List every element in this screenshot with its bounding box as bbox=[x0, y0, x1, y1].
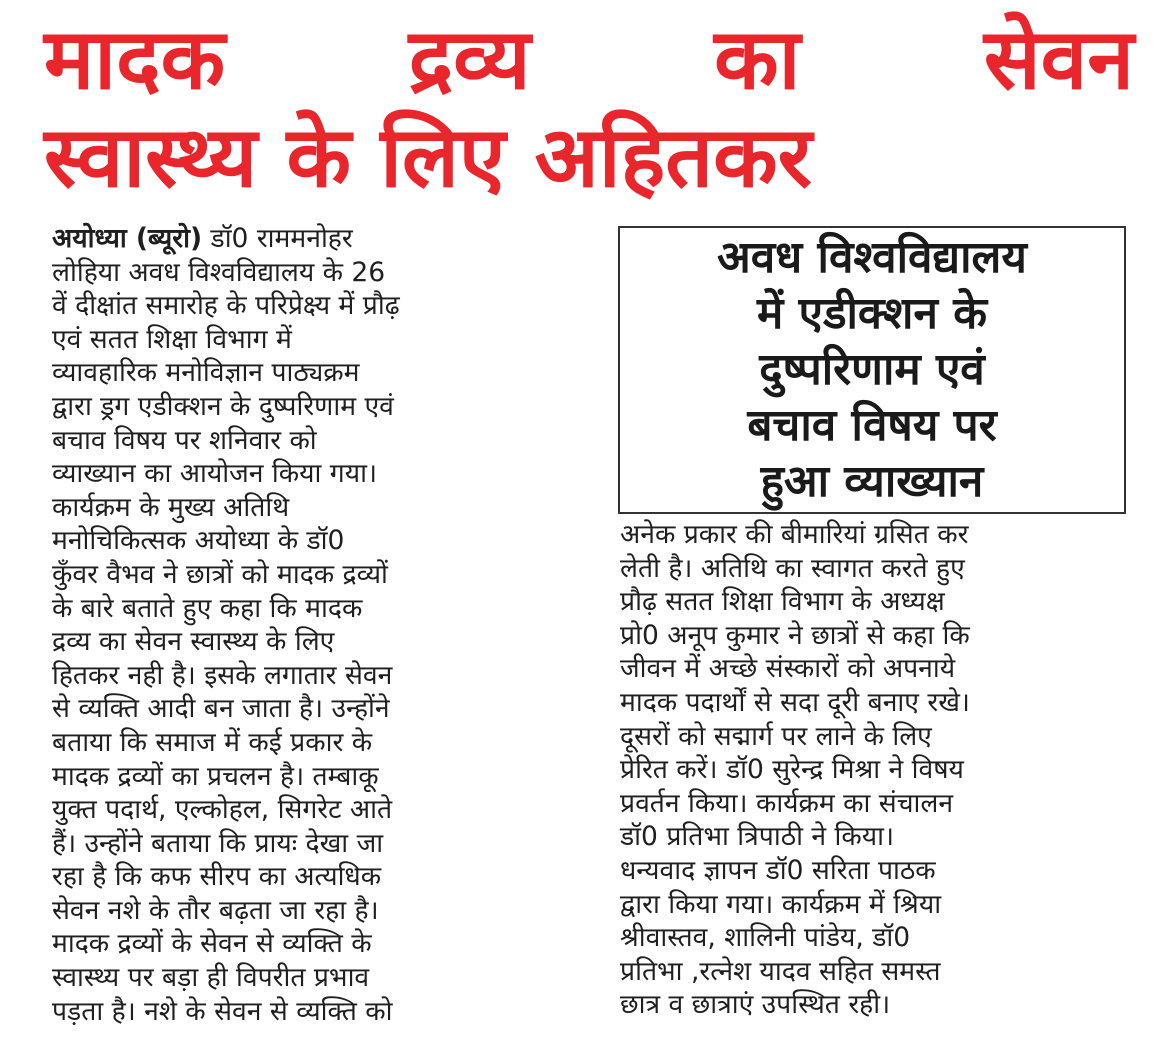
article-line: प्रौढ़ सतत शिक्षा विभाग के अध्यक्ष bbox=[620, 586, 945, 618]
headline-word: मादक bbox=[44, 10, 226, 108]
subhead-line: में एडीक्शन के bbox=[756, 288, 987, 339]
subhead-line: दुष्परिणाम एवं bbox=[759, 344, 985, 395]
article-line: बताया कि समाज में कई प्रकार के bbox=[52, 726, 373, 758]
article-line: प्रो0 अनूप कुमार ने छात्रों से कहा कि bbox=[620, 619, 970, 651]
article-line: के बारे बताते हुए कहा कि मादक bbox=[52, 592, 363, 624]
article-line: मनोचिकित्सक अयोध्या के डॉ0 bbox=[52, 525, 345, 557]
article-line: द्वारा ड्रग एडीक्शन के दुष्परिणाम एवं bbox=[52, 390, 394, 422]
headline-line-1 bbox=[44, 10, 1134, 108]
article-line: वें दीक्षांत समारोह के परिप्रेक्ष्य में प्रौढ़ bbox=[52, 290, 400, 322]
article-line: स्वास्थ्य पर बड़ा ही विपरीत प्रभाव bbox=[52, 962, 370, 994]
article-line: द्रव्य का सेवन स्वास्थ्य के लिए bbox=[52, 626, 335, 658]
article-line: जीवन में अच्छे संस्कारों को अपनाये bbox=[620, 653, 956, 685]
article-line: से व्यक्ति आदी बन जाता है। उन्होंने bbox=[52, 693, 390, 725]
article-line: बचाव विषय पर शनिवार को bbox=[52, 424, 317, 456]
article-line: प्रेरित करें। डॉ0 सुरेन्द्र मिश्रा ने विषय bbox=[620, 754, 964, 786]
article-line: डॉ0 प्रतिभा त्रिपाठी ने किया। bbox=[620, 821, 895, 853]
article-line: मादक पदार्थों से सदा दूरी बनाए रखे। bbox=[620, 686, 970, 718]
article-line: कार्यक्रम के मुख्य अतिथि bbox=[52, 491, 290, 523]
article-line: द्वारा किया गया। कार्यक्रम में श्रिया bbox=[620, 888, 942, 920]
article-line-text: डॉ0 राममनोहर bbox=[210, 223, 353, 254]
headline-line-2: स्वास्थ्य के लिए अहितकर bbox=[44, 108, 812, 206]
headline-word: का bbox=[714, 10, 801, 108]
subhead-box bbox=[618, 226, 1126, 514]
headline-word: सेवन bbox=[983, 10, 1134, 108]
article-left-column bbox=[52, 222, 560, 1028]
article-line: धन्यवाद ज्ञापन डॉ0 सरिता पाठक bbox=[620, 854, 936, 886]
article-line: लेती है। अतिथि का स्वागत करते हुए bbox=[620, 552, 965, 584]
article-line: सेवन नशे के तौर बढ़ता जा रहा है। bbox=[52, 894, 379, 926]
article-line: मादक द्रव्यों का प्रचलन है। तम्बाकू bbox=[52, 760, 379, 792]
subhead-line: अवध विश्वविद्यालय bbox=[717, 232, 1027, 283]
article-line: अनेक प्रकार की बीमारियां ग्रसित कर bbox=[620, 519, 969, 550]
article-line: छात्र व छात्राएं उपस्थित रही। bbox=[620, 989, 891, 1021]
headline bbox=[44, 10, 1134, 206]
article-line: व्याख्यान का आयोजन किया गया। bbox=[52, 458, 377, 490]
subhead-line: बचाव विषय पर bbox=[747, 400, 997, 451]
subhead-line: हुआ व्याख्यान bbox=[760, 456, 984, 507]
article-line: हैं। उन्होंने बताया कि प्रायः देखा जा bbox=[52, 827, 384, 859]
article-line: रहा है कि कफ सीरप का अत्यधिक bbox=[52, 861, 382, 893]
article-line: लोहिया अवध विश्वविद्यालय के 26 bbox=[52, 256, 386, 288]
article-line: एवं सतत शिक्षा विभाग में bbox=[52, 323, 292, 355]
article-line: दूसरों को सद्मार्ग पर लाने के लिए bbox=[620, 720, 932, 752]
article-line: प्रवर्तन किया। कार्यक्रम का संचालन bbox=[620, 787, 954, 819]
dateline: अयोध्या (ब्यूरो) bbox=[52, 223, 203, 254]
article-line: कुँवर वैभव ने छात्रों को मादक द्रव्यों bbox=[52, 558, 388, 590]
article-line-first bbox=[52, 222, 560, 256]
article-line: प्रतिभा ,रत्नेश यादव सहित समस्त bbox=[620, 955, 941, 987]
article-right-column bbox=[620, 518, 1130, 1022]
article-line: मादक द्रव्यों के सेवन से व्यक्ति के bbox=[52, 928, 372, 960]
article-line: व्यावहारिक मनोविज्ञान पाठ्यक्रम bbox=[52, 357, 360, 389]
headline-word: द्रव्य bbox=[408, 10, 531, 108]
article-line: युक्त पदार्थ, एल्कोहल, सिगरेट आते bbox=[52, 794, 393, 826]
article-line: श्रीवास्तव, शालिनी पांडेय, डॉ0 bbox=[620, 922, 911, 954]
article-line: हितकर नही है। इसके लगातार सेवन bbox=[52, 659, 393, 691]
article-line: पड़ता है। नशे के सेवन से व्यक्ति को bbox=[52, 995, 393, 1027]
